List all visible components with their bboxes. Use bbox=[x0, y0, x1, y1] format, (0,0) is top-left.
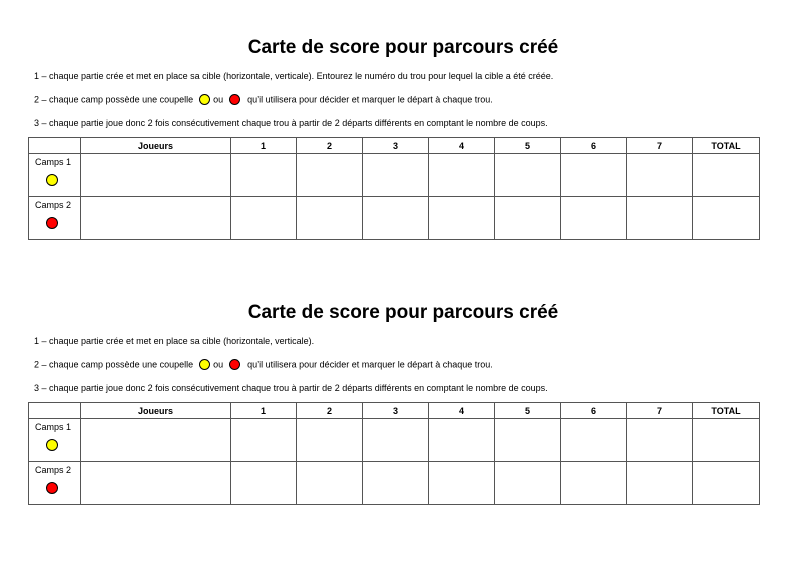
header-cell-hole-5: 5 bbox=[495, 403, 561, 419]
header-cell-players: Joueurs bbox=[81, 138, 231, 154]
header-cell-hole-7: 7 bbox=[627, 403, 693, 419]
header-cell-blank bbox=[29, 138, 81, 154]
total-cell[interactable] bbox=[693, 154, 760, 197]
rule-2-text-start: 2 – chaque camp possède une coupelle bbox=[34, 94, 194, 105]
card-title: Carte de score pour parcours créé bbox=[247, 302, 559, 323]
score-cell[interactable] bbox=[561, 154, 627, 197]
score-cell[interactable] bbox=[429, 419, 495, 462]
score-card-1 bbox=[0, 36, 800, 210]
score-cell[interactable] bbox=[363, 462, 429, 505]
score-cell[interactable] bbox=[297, 154, 363, 197]
players-cell[interactable] bbox=[81, 197, 231, 240]
header-cell-hole-1: 1 bbox=[231, 138, 297, 154]
total-cell[interactable] bbox=[693, 419, 760, 462]
header-cell-total: TOTAL bbox=[693, 403, 760, 419]
red-cup-icon bbox=[46, 482, 58, 494]
header-cell-blank bbox=[29, 403, 81, 419]
score-cell[interactable] bbox=[561, 462, 627, 505]
players-cell[interactable] bbox=[81, 419, 231, 462]
header-cell-hole-6: 6 bbox=[561, 403, 627, 419]
table-row bbox=[29, 462, 760, 505]
camp-cell bbox=[29, 197, 81, 240]
card-title: Carte de score pour parcours créé bbox=[247, 37, 559, 58]
score-cell[interactable] bbox=[561, 197, 627, 240]
score-cell[interactable] bbox=[297, 197, 363, 240]
table-row bbox=[29, 154, 760, 197]
total-cell[interactable] bbox=[693, 462, 760, 505]
rule-2-text-end: qu’il utilisera pour décider et marquer le départ à chaque trou. bbox=[247, 359, 493, 370]
rule-2-or: ou bbox=[213, 359, 224, 370]
table-row bbox=[29, 197, 760, 240]
score-cell[interactable] bbox=[495, 197, 561, 240]
rule-1: 1 – chaque partie crée et met en place sa cible (horizontale, verticale). Entourez le numéro du trou pour lequel la cible a été créée. bbox=[34, 71, 554, 81]
score-table bbox=[28, 402, 760, 505]
yellow-cup-icon bbox=[46, 174, 58, 186]
score-cell[interactable] bbox=[429, 154, 495, 197]
header-cell-hole-1: 1 bbox=[231, 403, 297, 419]
yellow-cup-icon bbox=[199, 359, 210, 370]
total-cell[interactable] bbox=[693, 197, 760, 240]
header-cell-total: TOTAL bbox=[693, 138, 760, 154]
score-cell[interactable] bbox=[495, 154, 561, 197]
score-cell[interactable] bbox=[363, 419, 429, 462]
header-cell-hole-4: 4 bbox=[429, 138, 495, 154]
header-cell-hole-2: 2 bbox=[297, 138, 363, 154]
score-cell[interactable] bbox=[231, 197, 297, 240]
rule-2-or: ou bbox=[213, 94, 224, 105]
header-cell-hole-7: 7 bbox=[627, 138, 693, 154]
score-cell[interactable] bbox=[627, 154, 693, 197]
score-cell[interactable] bbox=[297, 419, 363, 462]
camp-cell bbox=[29, 419, 81, 462]
rule-2 bbox=[34, 358, 493, 371]
yellow-cup-icon bbox=[46, 439, 58, 451]
table-row bbox=[29, 419, 760, 462]
score-cell[interactable] bbox=[627, 462, 693, 505]
camp-cell bbox=[29, 154, 81, 197]
score-cell[interactable] bbox=[363, 197, 429, 240]
players-cell[interactable] bbox=[81, 462, 231, 505]
header-row bbox=[29, 403, 760, 419]
header-cell-hole-2: 2 bbox=[297, 403, 363, 419]
header-cell-hole-4: 4 bbox=[429, 403, 495, 419]
score-cell[interactable] bbox=[429, 197, 495, 240]
score-cell[interactable] bbox=[231, 154, 297, 197]
header-row bbox=[29, 138, 760, 154]
score-cell[interactable] bbox=[627, 197, 693, 240]
camp-label: Camps 1 bbox=[35, 422, 72, 432]
score-cell[interactable] bbox=[561, 419, 627, 462]
rule-3: 3 – chaque partie joue donc 2 fois consécutivement chaque trou à partir de 2 départs différents en comptant le nombre de coups. bbox=[34, 383, 548, 393]
header-cell-players: Joueurs bbox=[81, 403, 231, 419]
camp-label: Camps 2 bbox=[35, 465, 72, 475]
red-cup-icon bbox=[229, 359, 240, 370]
score-cell[interactable] bbox=[429, 462, 495, 505]
camp-cell bbox=[29, 462, 81, 505]
score-cell[interactable] bbox=[495, 462, 561, 505]
score-card-2 bbox=[0, 301, 800, 475]
rule-1: 1 – chaque partie crée et met en place sa cible (horizontale, verticale). bbox=[34, 336, 315, 346]
rule-2 bbox=[34, 93, 493, 106]
header-cell-hole-6: 6 bbox=[561, 138, 627, 154]
yellow-cup-icon bbox=[199, 94, 210, 105]
score-cell[interactable] bbox=[297, 462, 363, 505]
score-table bbox=[28, 137, 760, 240]
header-cell-hole-3: 3 bbox=[363, 403, 429, 419]
rule-2-text-start: 2 – chaque camp possède une coupelle bbox=[34, 359, 194, 370]
red-cup-icon bbox=[46, 217, 58, 229]
rule-2-text-end: qu’il utilisera pour décider et marquer le départ à chaque trou. bbox=[247, 94, 493, 105]
red-cup-icon bbox=[229, 94, 240, 105]
score-cell[interactable] bbox=[363, 154, 429, 197]
score-cell[interactable] bbox=[231, 462, 297, 505]
score-cell[interactable] bbox=[495, 419, 561, 462]
players-cell[interactable] bbox=[81, 154, 231, 197]
camp-label: Camps 1 bbox=[35, 157, 72, 167]
header-cell-hole-3: 3 bbox=[363, 138, 429, 154]
header-cell-hole-5: 5 bbox=[495, 138, 561, 154]
rule-3: 3 – chaque partie joue donc 2 fois consécutivement chaque trou à partir de 2 départs différents en comptant le nombre de coups. bbox=[34, 118, 548, 128]
camp-label: Camps 2 bbox=[35, 200, 72, 210]
score-cell[interactable] bbox=[231, 419, 297, 462]
score-cell[interactable] bbox=[627, 419, 693, 462]
